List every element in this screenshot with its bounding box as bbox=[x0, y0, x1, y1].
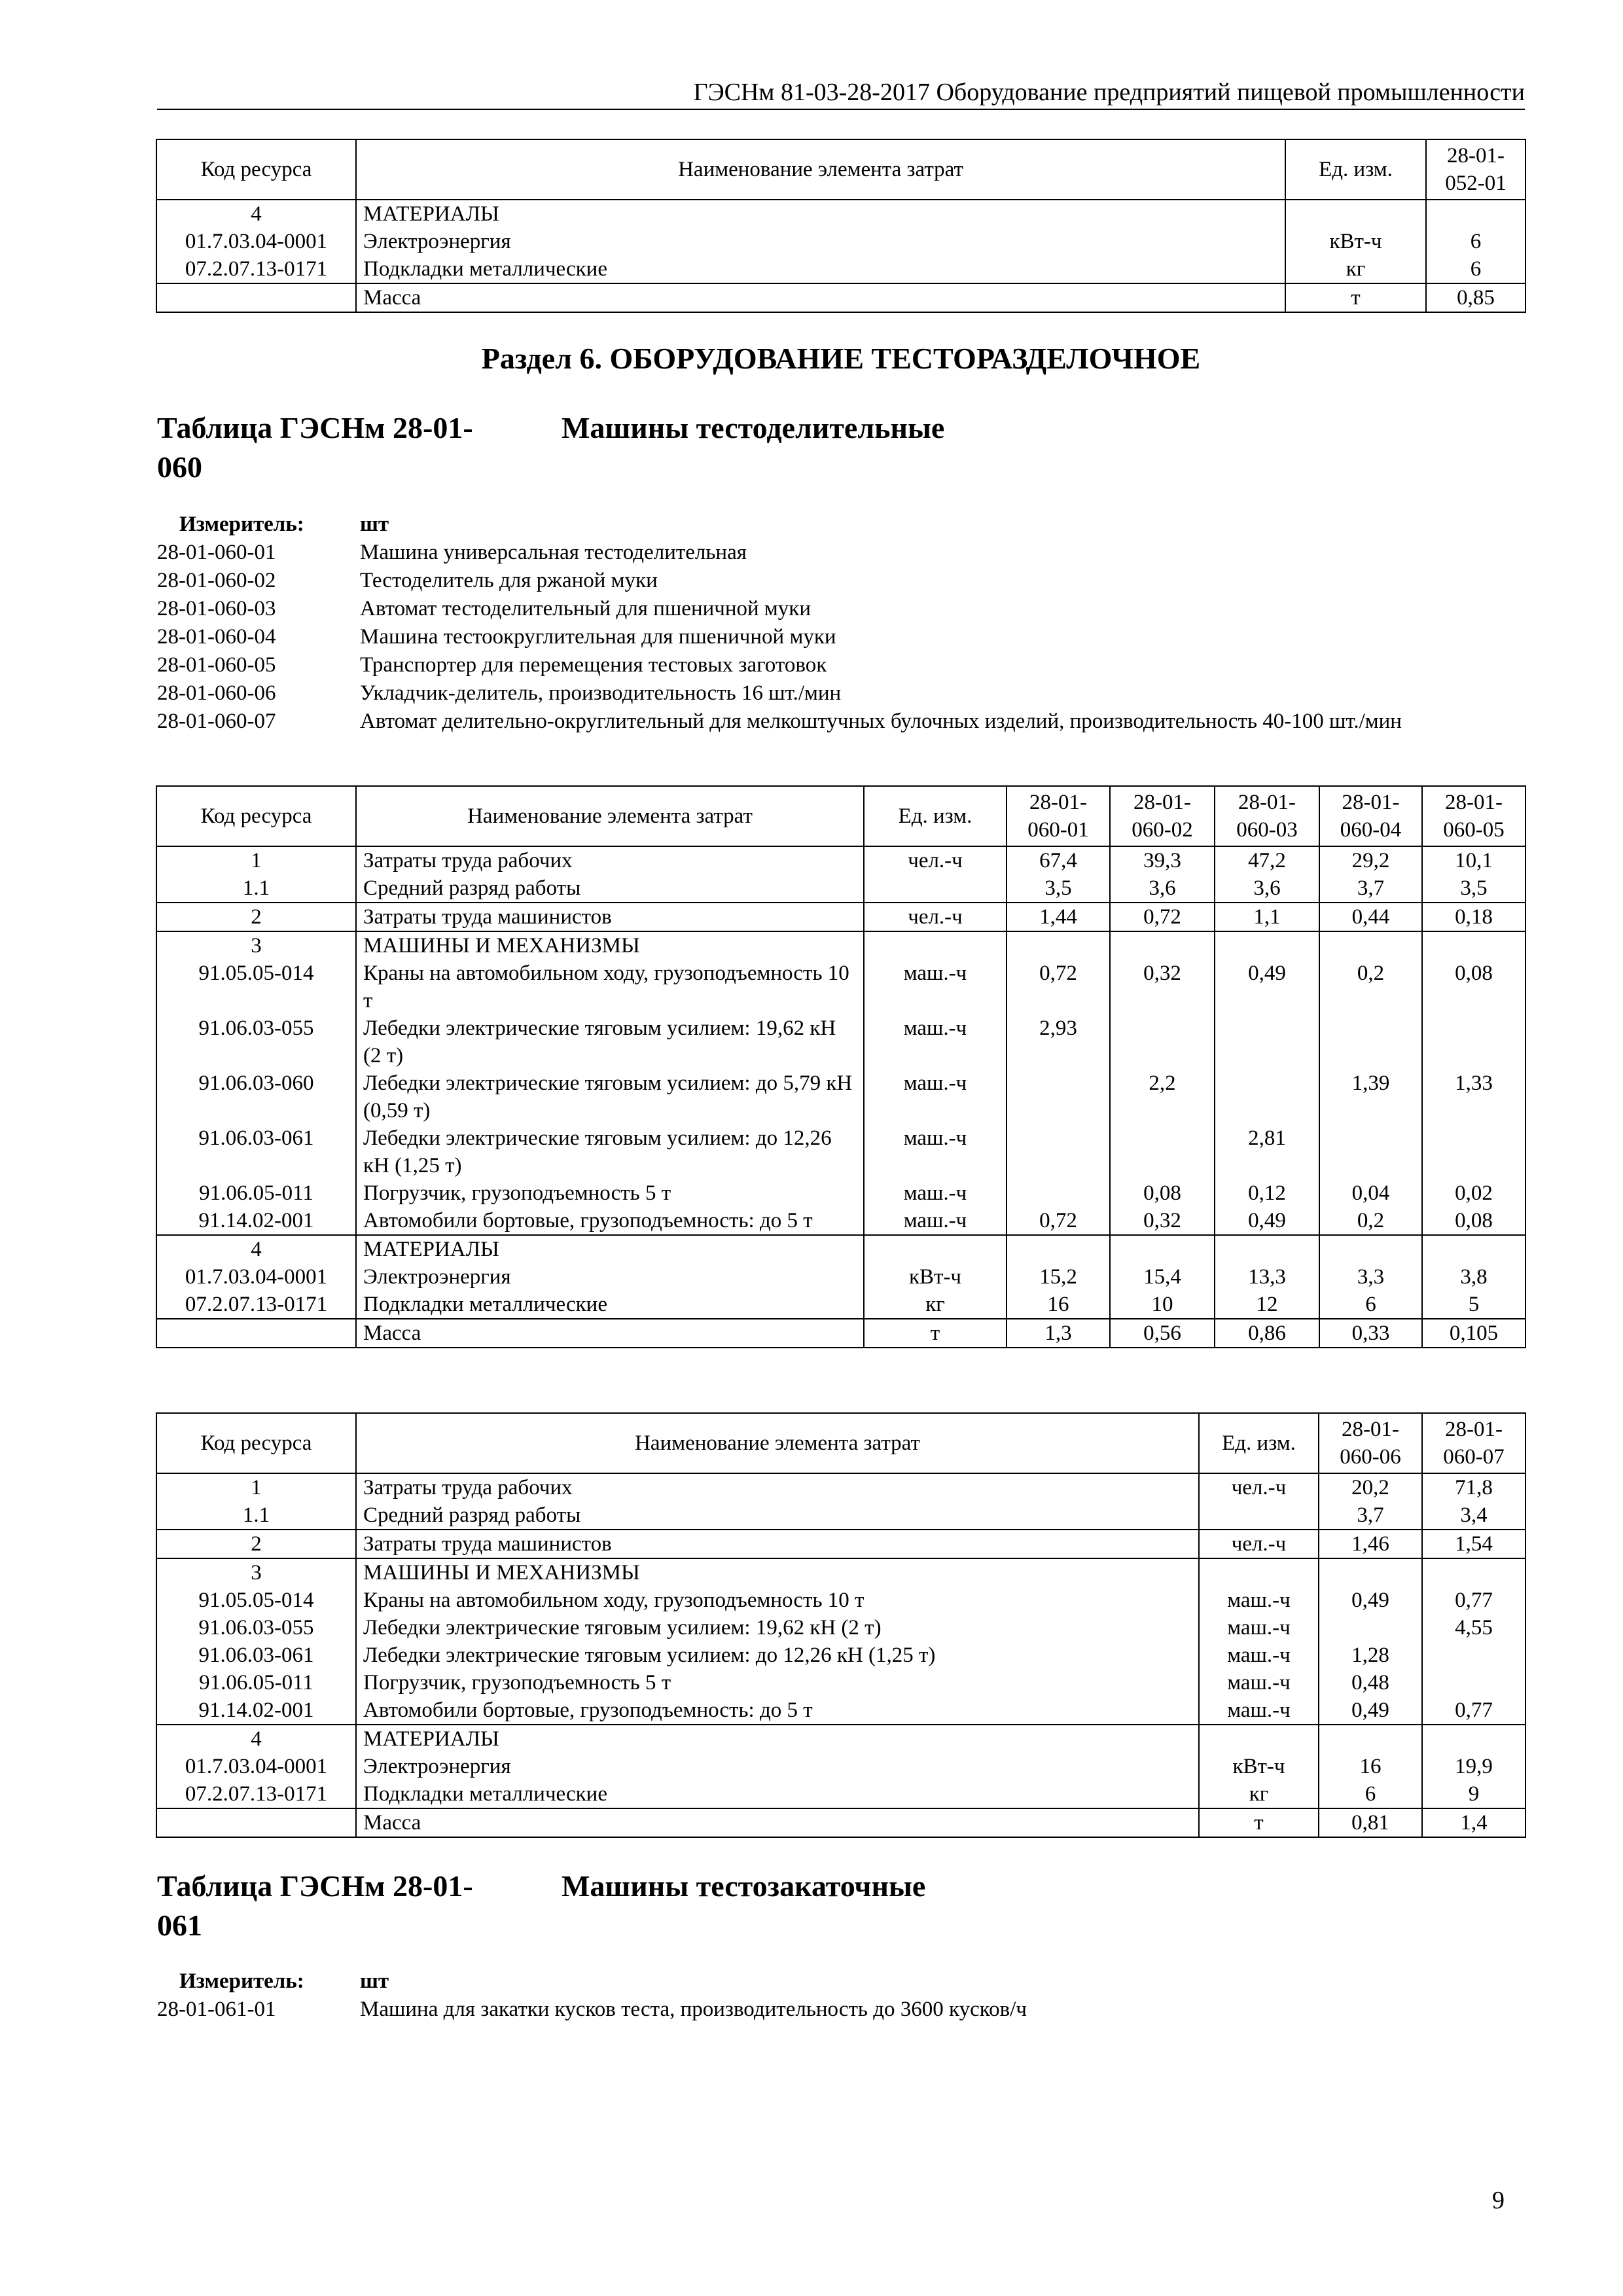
cell-code: 91.06.03-061 bbox=[156, 1124, 356, 1179]
cell-value: 2,93 bbox=[1007, 1014, 1110, 1069]
cell-unit: маш.-ч bbox=[864, 1207, 1007, 1235]
cell-unit: маш.-ч bbox=[1199, 1669, 1319, 1696]
table-row bbox=[156, 1291, 1525, 1319]
cell-value: 0,72 bbox=[1007, 1207, 1110, 1235]
cell-value: 0,2 bbox=[1319, 1207, 1422, 1235]
item-code: 28-01-061-01 bbox=[157, 1998, 276, 2021]
cell-name: Лебедки электрические тяговым усилием: 19,62 кН (2 т) bbox=[356, 1014, 864, 1069]
cell-code: 3 bbox=[156, 931, 356, 960]
header-name: Наименование элемента затрат bbox=[356, 1413, 1199, 1473]
cell-code: 07.2.07.13-0171 bbox=[156, 255, 356, 283]
item-name: Тестоделитель для ржаной муки bbox=[360, 569, 658, 592]
header-unit: Ед. изм. bbox=[864, 786, 1007, 846]
cell-value: 1,3 bbox=[1007, 1319, 1110, 1348]
table-row bbox=[156, 1614, 1525, 1641]
header-col1: 28-01-052-01 bbox=[1426, 139, 1525, 200]
table-row bbox=[156, 1641, 1525, 1669]
cell-value bbox=[1110, 1014, 1215, 1069]
cell-value: 3,7 bbox=[1319, 874, 1422, 903]
cell-name: Масса bbox=[356, 1808, 1199, 1837]
cell-name: Средний разряд работы bbox=[356, 874, 864, 903]
cell-name: Подкладки металлические bbox=[356, 1291, 864, 1319]
cell-value: 16 bbox=[1319, 1753, 1422, 1780]
cell-value bbox=[1215, 931, 1319, 960]
table-row bbox=[156, 1207, 1525, 1235]
cell-value bbox=[1007, 1179, 1110, 1207]
measure-label: Измеритель: bbox=[179, 512, 304, 536]
section-title: Раздел 6. ОБОРУДОВАНИЕ ТЕСТОРАЗДЕЛОЧНОЕ bbox=[481, 342, 1201, 375]
table-row bbox=[156, 1780, 1525, 1808]
cell-unit: кВт-ч bbox=[1199, 1753, 1319, 1780]
cell-value: 19,9 bbox=[1422, 1753, 1525, 1780]
cell-value: 3,6 bbox=[1215, 874, 1319, 903]
cell-code: 2 bbox=[156, 903, 356, 931]
cell-value: 3,8 bbox=[1422, 1263, 1525, 1291]
cell-value: 3,5 bbox=[1007, 874, 1110, 903]
cell-unit: т bbox=[864, 1319, 1007, 1348]
cell-name: Лебедки электрические тяговым усилием: до 5,79 кН (0,59 т) bbox=[356, 1069, 864, 1124]
cell-value: 39,3 bbox=[1110, 846, 1215, 874]
cell-value: 6 bbox=[1426, 255, 1525, 283]
cell-name: Лебедки электрические тяговым усилием: до 12,26 кН (1,25 т) bbox=[356, 1641, 1199, 1669]
cell-value: 4,55 bbox=[1422, 1614, 1525, 1641]
cell-code: 91.06.03-060 bbox=[156, 1069, 356, 1124]
cell-value bbox=[1215, 1235, 1319, 1263]
measure-value: шт bbox=[360, 512, 389, 536]
cell-value: 0,49 bbox=[1215, 960, 1319, 1014]
cell-name: МАТЕРИАЛЫ bbox=[356, 1235, 864, 1263]
cell-value bbox=[1215, 1014, 1319, 1069]
header-c3: 28-01-060-03 bbox=[1215, 786, 1319, 846]
cell-value bbox=[1422, 931, 1525, 960]
cell-name: Средний разряд работы bbox=[356, 1501, 1199, 1530]
cell-value: 29,2 bbox=[1319, 846, 1422, 874]
header-c1: 28-01-060-01 bbox=[1007, 786, 1110, 846]
cell-value: 0,77 bbox=[1422, 1587, 1525, 1614]
cell-unit: т bbox=[1199, 1808, 1319, 1837]
cell-unit: чел.-ч bbox=[1199, 1530, 1319, 1558]
table-row bbox=[156, 1753, 1525, 1780]
table-row bbox=[156, 1069, 1525, 1124]
cell-code: 1 bbox=[156, 1473, 356, 1501]
cell-name: МАТЕРИАЛЫ bbox=[356, 200, 1285, 228]
table-row bbox=[156, 1179, 1525, 1207]
cell-code: 91.14.02-001 bbox=[156, 1207, 356, 1235]
cell-unit: маш.-ч bbox=[1199, 1587, 1319, 1614]
table-row bbox=[156, 1558, 1525, 1587]
cell-value bbox=[1422, 1235, 1525, 1263]
item-name: Автомат тестоделительный для пшеничной муки bbox=[360, 597, 812, 620]
item-code: 28-01-060-07 bbox=[157, 709, 276, 733]
cell-value: 3,3 bbox=[1319, 1263, 1422, 1291]
cell-unit: маш.-ч bbox=[864, 1179, 1007, 1207]
item-code: 28-01-060-06 bbox=[157, 681, 276, 705]
cell-value: 0,12 bbox=[1215, 1179, 1319, 1207]
cell-value bbox=[1426, 200, 1525, 228]
table-row bbox=[156, 874, 1525, 903]
cell-value: 15,4 bbox=[1110, 1263, 1215, 1291]
cell-name: Масса bbox=[356, 1319, 864, 1348]
cell-code: 91.14.02-001 bbox=[156, 1696, 356, 1725]
cell-name: Электроэнергия bbox=[356, 1753, 1199, 1780]
cell-name: Электроэнергия bbox=[356, 228, 1285, 255]
page-number: 9 bbox=[1492, 2187, 1505, 2214]
cell-value: 1,1 bbox=[1215, 903, 1319, 931]
cell-value: 0,105 bbox=[1422, 1319, 1525, 1348]
header-c6: 28-01-060-06 bbox=[1319, 1413, 1422, 1473]
header-c5: 28-01-060-05 bbox=[1422, 786, 1525, 846]
table-row bbox=[156, 255, 1525, 283]
table-row bbox=[156, 1669, 1525, 1696]
cell-code: 91.06.05-011 bbox=[156, 1179, 356, 1207]
cell-value: 0,2 bbox=[1319, 960, 1422, 1014]
cell-value: 2,2 bbox=[1110, 1069, 1215, 1124]
cell-value bbox=[1215, 1069, 1319, 1124]
measure-block-061 bbox=[157, 1967, 1538, 2033]
cell-name: Электроэнергия bbox=[356, 1263, 864, 1291]
cell-value: 0,02 bbox=[1422, 1179, 1525, 1207]
measure-block-060 bbox=[157, 511, 1538, 766]
cell-code: 91.06.03-055 bbox=[156, 1014, 356, 1069]
cell-value bbox=[1319, 1614, 1422, 1641]
cell-name: Затраты труда машинистов bbox=[356, 903, 864, 931]
cell-value bbox=[1319, 1725, 1422, 1753]
cell-unit: кВт-ч bbox=[1285, 228, 1426, 255]
cell-value: 6 bbox=[1319, 1780, 1422, 1808]
item-name: Машина для закатки кусков теста, производительность до 3600 кусков/ч bbox=[360, 1998, 1027, 2021]
table-060-a bbox=[156, 785, 1526, 1348]
cell-value bbox=[1319, 1124, 1422, 1179]
header-name: Наименование элемента затрат bbox=[356, 786, 864, 846]
cell-value: 0,32 bbox=[1110, 1207, 1215, 1235]
cell-value: 2,81 bbox=[1215, 1124, 1319, 1179]
cell-unit: кг bbox=[864, 1291, 1007, 1319]
cell-unit: маш.-ч bbox=[864, 960, 1007, 1014]
cell-value: 15,2 bbox=[1007, 1263, 1110, 1291]
header-unit: Ед. изм. bbox=[1285, 139, 1426, 200]
item-code: 28-01-060-05 bbox=[157, 653, 276, 677]
cell-unit bbox=[864, 931, 1007, 960]
measure-label: Измеритель: bbox=[179, 1969, 304, 1993]
cell-code: 1.1 bbox=[156, 1501, 356, 1530]
cell-name: Автомобили бортовые, грузоподъемность: до 5 т bbox=[356, 1207, 864, 1235]
cell-unit bbox=[864, 1235, 1007, 1263]
cell-value: 3,4 bbox=[1422, 1501, 1525, 1530]
cell-value bbox=[1422, 1558, 1525, 1587]
cell-value: 10 bbox=[1110, 1291, 1215, 1319]
cell-code: 4 bbox=[156, 200, 356, 228]
cell-code: 1 bbox=[156, 846, 356, 874]
cell-value bbox=[1319, 1235, 1422, 1263]
table-row bbox=[156, 903, 1525, 931]
cell-value: 0,32 bbox=[1110, 960, 1215, 1014]
item-code: 28-01-060-01 bbox=[157, 541, 276, 564]
title-line-1: Таблица ГЭСНм 28-01- bbox=[157, 1869, 473, 1903]
header-rule bbox=[157, 109, 1525, 110]
table-row bbox=[156, 1014, 1525, 1069]
cell-code: 3 bbox=[156, 1558, 356, 1587]
cell-value bbox=[1007, 1124, 1110, 1179]
cell-value bbox=[1422, 1124, 1525, 1179]
cell-unit: чел.-ч bbox=[864, 846, 1007, 874]
cell-code bbox=[156, 1319, 356, 1348]
cell-value bbox=[1422, 1725, 1525, 1753]
cell-value: 0,44 bbox=[1319, 903, 1422, 931]
cell-code: 01.7.03.04-0001 bbox=[156, 1753, 356, 1780]
cell-name: Подкладки металлические bbox=[356, 255, 1285, 283]
title-line-2: 061 bbox=[157, 1909, 202, 1942]
cell-value: 16 bbox=[1007, 1291, 1110, 1319]
cell-value: 1,39 bbox=[1319, 1069, 1422, 1124]
cell-value bbox=[1422, 1014, 1525, 1069]
cell-value: 6 bbox=[1426, 228, 1525, 255]
cell-code: 01.7.03.04-0001 bbox=[156, 228, 356, 255]
cell-name: Краны на автомобильном ходу, грузоподъемность 10 т bbox=[356, 1587, 1199, 1614]
item-code: 28-01-060-03 bbox=[157, 597, 276, 620]
cell-name: Подкладки металлические bbox=[356, 1780, 1199, 1808]
cell-value bbox=[1319, 931, 1422, 960]
cell-value: 0,48 bbox=[1319, 1669, 1422, 1696]
table-060-title-right: Машины тестоделительные bbox=[562, 411, 945, 444]
cell-value bbox=[1110, 1235, 1215, 1263]
item-code: 28-01-060-02 bbox=[157, 569, 276, 592]
cell-value: 10,1 bbox=[1422, 846, 1525, 874]
cell-code: 91.06.05-011 bbox=[156, 1669, 356, 1696]
table-row bbox=[156, 1530, 1525, 1558]
cell-code: 91.05.05-014 bbox=[156, 960, 356, 1014]
cell-value: 0,56 bbox=[1110, 1319, 1215, 1348]
cell-unit bbox=[1285, 200, 1426, 228]
cell-value: 6 bbox=[1319, 1291, 1422, 1319]
cell-value: 47,2 bbox=[1215, 846, 1319, 874]
cell-value: 0,81 bbox=[1319, 1808, 1422, 1837]
cell-value: 71,8 bbox=[1422, 1473, 1525, 1501]
cell-value bbox=[1007, 931, 1110, 960]
cell-value: 1,44 bbox=[1007, 903, 1110, 931]
table-060-b-body bbox=[156, 1473, 1525, 1837]
cell-value bbox=[1007, 1069, 1110, 1124]
cell-value: 5 bbox=[1422, 1291, 1525, 1319]
cell-value: 0,72 bbox=[1110, 903, 1215, 931]
table-row bbox=[156, 960, 1525, 1014]
table-row bbox=[156, 846, 1525, 874]
table-060-title-left bbox=[157, 408, 550, 487]
cell-unit bbox=[1199, 1558, 1319, 1587]
cell-name: Погрузчик, грузоподъемность 5 т bbox=[356, 1669, 1199, 1696]
cell-value: 0,72 bbox=[1007, 960, 1110, 1014]
cell-name: Погрузчик, грузоподъемность 5 т bbox=[356, 1179, 864, 1207]
header-unit: Ед. изм. bbox=[1199, 1413, 1319, 1473]
table-row bbox=[156, 1263, 1525, 1291]
cell-code: 2 bbox=[156, 1530, 356, 1558]
cell-unit: кВт-ч bbox=[864, 1263, 1007, 1291]
table-row bbox=[156, 931, 1525, 960]
cell-name: МАШИНЫ И МЕХАНИЗМЫ bbox=[356, 1558, 1199, 1587]
cell-code: 01.7.03.04-0001 bbox=[156, 1263, 356, 1291]
cell-name: Лебедки электрические тяговым усилием: 19,62 кН (2 т) bbox=[356, 1614, 1199, 1641]
cell-value: 3,7 bbox=[1319, 1501, 1422, 1530]
cell-value: 0,04 bbox=[1319, 1179, 1422, 1207]
cell-unit: чел.-ч bbox=[1199, 1473, 1319, 1501]
cell-unit: кг bbox=[1199, 1780, 1319, 1808]
cell-value: 0,49 bbox=[1319, 1696, 1422, 1725]
cell-value bbox=[1110, 931, 1215, 960]
item-name: Автомат делительно-округлительный для мелкоштучных булочных изделий, производительность 40-100 шт./мин bbox=[360, 709, 1402, 733]
cell-value: 0,86 bbox=[1215, 1319, 1319, 1348]
cell-unit bbox=[1199, 1725, 1319, 1753]
cell-code: 91.06.03-055 bbox=[156, 1614, 356, 1641]
cell-code: 4 bbox=[156, 1725, 356, 1753]
cell-code bbox=[156, 1808, 356, 1837]
cell-name: Затраты труда рабочих bbox=[356, 1473, 1199, 1501]
cell-value: 1,54 bbox=[1422, 1530, 1525, 1558]
cell-value: 0,33 bbox=[1319, 1319, 1422, 1348]
cell-value: 1,28 bbox=[1319, 1641, 1422, 1669]
cell-name: Затраты труда рабочих bbox=[356, 846, 864, 874]
item-name: Укладчик-делитель, производительность 16 шт./мин bbox=[360, 681, 842, 705]
table-row bbox=[156, 1235, 1525, 1263]
cell-code: 07.2.07.13-0171 bbox=[156, 1291, 356, 1319]
table-row bbox=[156, 283, 1525, 312]
cell-value: 0,08 bbox=[1110, 1179, 1215, 1207]
item-name: Машина универсальная тестоделительная bbox=[360, 541, 747, 564]
cell-value bbox=[1422, 1669, 1525, 1696]
table-row bbox=[156, 200, 1525, 228]
cell-value: 0,08 bbox=[1422, 1207, 1525, 1235]
header-name: Наименование элемента затрат bbox=[356, 139, 1285, 200]
header-c4: 28-01-060-04 bbox=[1319, 786, 1422, 846]
cell-value: 1,46 bbox=[1319, 1530, 1422, 1558]
cell-name: Масса bbox=[356, 283, 1285, 312]
header-code: Код ресурса bbox=[156, 139, 356, 200]
table-row bbox=[156, 1473, 1525, 1501]
cell-unit: маш.-ч bbox=[1199, 1641, 1319, 1669]
cell-value: 1,4 bbox=[1422, 1808, 1525, 1837]
cell-name: Лебедки электрические тяговым усилием: до 12,26 кН (1,25 т) bbox=[356, 1124, 864, 1179]
cell-value: 9 bbox=[1422, 1780, 1525, 1808]
cell-value: 20,2 bbox=[1319, 1473, 1422, 1501]
cell-unit: чел.-ч bbox=[864, 903, 1007, 931]
running-header: ГЭСНм 81-03-28-2017 Оборудование предприятий пищевой промышленности bbox=[693, 79, 1525, 106]
title-line-1: Таблица ГЭСНм 28-01- bbox=[157, 411, 473, 444]
cell-unit: маш.-ч bbox=[864, 1069, 1007, 1124]
cell-code: 4 bbox=[156, 1235, 356, 1263]
header-c7: 28-01-060-07 bbox=[1422, 1413, 1525, 1473]
header-code: Код ресурса bbox=[156, 786, 356, 846]
cell-value: 67,4 bbox=[1007, 846, 1110, 874]
cell-value: 3,5 bbox=[1422, 874, 1525, 903]
item-name: Машина тестоокруглительная для пшеничной муки bbox=[360, 625, 836, 649]
cell-code: 1.1 bbox=[156, 874, 356, 903]
cell-value: 0,49 bbox=[1319, 1587, 1422, 1614]
table-row bbox=[156, 1501, 1525, 1530]
cell-unit: маш.-ч bbox=[864, 1124, 1007, 1179]
cell-value: 0,49 bbox=[1215, 1207, 1319, 1235]
title-line-2: 060 bbox=[157, 450, 202, 484]
cell-unit: маш.-ч bbox=[1199, 1614, 1319, 1641]
cell-value: 3,6 bbox=[1110, 874, 1215, 903]
measure-value: шт bbox=[360, 1969, 389, 1993]
cell-unit: кг bbox=[1285, 255, 1426, 283]
item-name: Транспортер для перемещения тестовых заготовок bbox=[360, 653, 827, 677]
cell-unit: т bbox=[1285, 283, 1426, 312]
cell-value bbox=[1007, 1235, 1110, 1263]
cell-name: Автомобили бортовые, грузоподъемность: до 5 т bbox=[356, 1696, 1199, 1725]
cell-name: Краны на автомобильном ходу, грузоподъемность 10 т bbox=[356, 960, 864, 1014]
cell-code: 91.06.03-061 bbox=[156, 1641, 356, 1669]
cell-value bbox=[1319, 1558, 1422, 1587]
cell-value bbox=[1319, 1014, 1422, 1069]
table-061-title-right: Машины тестозакаточные bbox=[562, 1869, 926, 1903]
table-row bbox=[156, 1587, 1525, 1614]
cell-code: 07.2.07.13-0171 bbox=[156, 1780, 356, 1808]
cell-unit bbox=[864, 874, 1007, 903]
cell-value: 13,3 bbox=[1215, 1263, 1319, 1291]
cell-value: 1,33 bbox=[1422, 1069, 1525, 1124]
cell-unit: маш.-ч bbox=[1199, 1696, 1319, 1725]
header-code: Код ресурса bbox=[156, 1413, 356, 1473]
cell-value: 0,77 bbox=[1422, 1696, 1525, 1725]
table-top bbox=[156, 139, 1526, 313]
table-row bbox=[156, 228, 1525, 255]
table-row bbox=[156, 1124, 1525, 1179]
cell-name: МАШИНЫ И МЕХАНИЗМЫ bbox=[356, 931, 864, 960]
table-060-a-body bbox=[156, 846, 1525, 1348]
table-row bbox=[156, 1808, 1525, 1837]
table-row bbox=[156, 1696, 1525, 1725]
cell-value: 0,85 bbox=[1426, 283, 1525, 312]
cell-code bbox=[156, 283, 356, 312]
cell-unit: маш.-ч bbox=[864, 1014, 1007, 1069]
cell-value: 12 bbox=[1215, 1291, 1319, 1319]
cell-name: МАТЕРИАЛЫ bbox=[356, 1725, 1199, 1753]
cell-value: 0,08 bbox=[1422, 960, 1525, 1014]
table-row bbox=[156, 1725, 1525, 1753]
cell-name: Затраты труда машинистов bbox=[356, 1530, 1199, 1558]
cell-value bbox=[1110, 1124, 1215, 1179]
item-code: 28-01-060-04 bbox=[157, 625, 276, 649]
table-060-b bbox=[156, 1412, 1526, 1838]
table-061-title-left bbox=[157, 1867, 550, 1945]
cell-value bbox=[1422, 1641, 1525, 1669]
cell-value: 0,18 bbox=[1422, 903, 1525, 931]
header-c2: 28-01-060-02 bbox=[1110, 786, 1215, 846]
table-row bbox=[156, 1319, 1525, 1348]
cell-code: 91.05.05-014 bbox=[156, 1587, 356, 1614]
cell-unit bbox=[1199, 1501, 1319, 1530]
